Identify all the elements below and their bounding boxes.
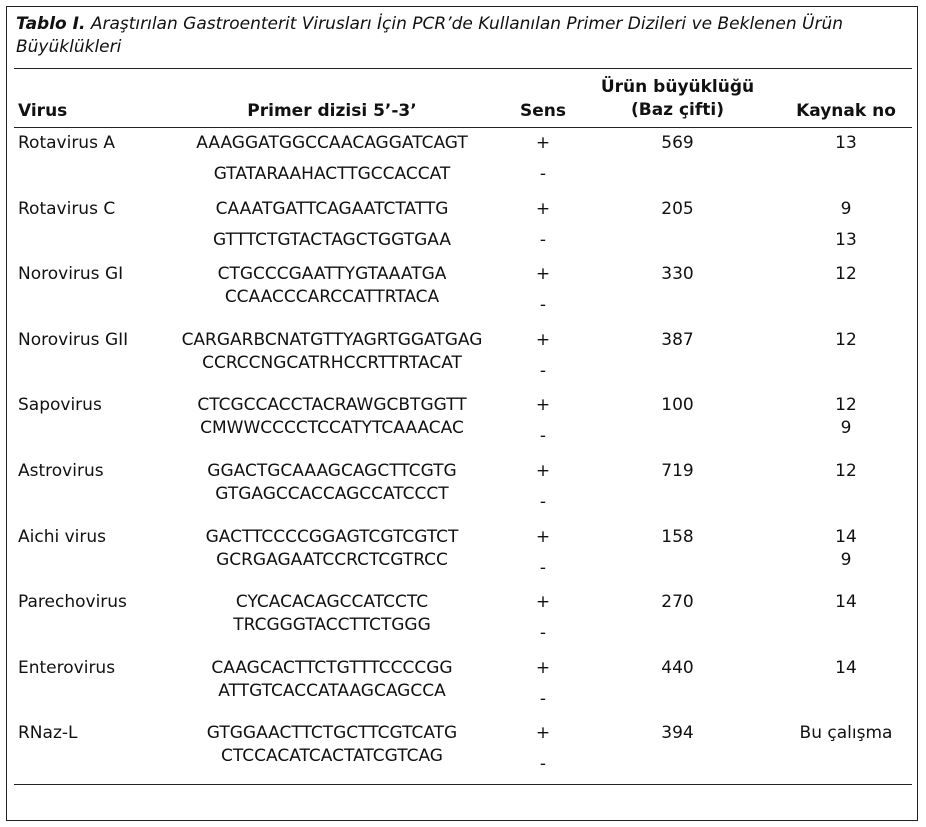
header-primer: Primer dizisi 5’-3’ <box>247 101 417 121</box>
row-primer-forward: CTGCCCGAATTYGTAAATGA <box>217 264 447 284</box>
row-primer-reverse: CCRCCNGCATRHCCRTTRTACAT <box>202 353 462 373</box>
row-sens-forward: + <box>535 199 551 219</box>
row-reference: 9 <box>840 199 852 219</box>
bottom-rule <box>14 784 912 785</box>
row-product-size: 100 <box>661 395 694 415</box>
row-primer-forward: CYCACACAGCCATCCTC <box>235 592 429 612</box>
row-primer-forward: GGACTGCAAAGCAGCTTCGTG <box>207 461 457 481</box>
row-virus: Astrovirus <box>18 461 104 481</box>
row-reference: 13 <box>835 133 857 153</box>
row-reference: 12 <box>835 264 857 284</box>
table-caption <box>16 13 896 59</box>
row-reference: 14 <box>835 592 857 612</box>
row-product-size: 387 <box>661 330 694 350</box>
row-reference-2: 9 <box>840 550 852 570</box>
header-reference: Kaynak no <box>796 101 896 121</box>
row-sens-reverse: - <box>539 230 547 250</box>
row-virus: Norovirus GI <box>18 264 124 284</box>
row-sens-reverse: - <box>539 689 547 709</box>
row-virus: Parechovirus <box>18 592 127 612</box>
row-sens-reverse: - <box>539 426 547 446</box>
row-product-size: 719 <box>661 461 694 481</box>
row-product-size: 394 <box>661 723 694 743</box>
row-sens-reverse: - <box>539 754 547 774</box>
row-primer-forward: GTGGAACTTCTGCTTCGTCATG <box>206 723 458 743</box>
row-primer-reverse: GTGAGCCACCAGCCATCCCT <box>215 484 449 504</box>
row-primer-reverse: ATTGTCACCATAAGCAGCCA <box>218 681 446 701</box>
row-virus: Rotavirus A <box>18 133 115 153</box>
row-primer-forward: CARGARBCNATGTTYAGRTGGATGAG <box>181 330 483 350</box>
row-primer-reverse: CCAACCCARCCATTRTACA <box>224 287 440 307</box>
caption-label: Tablo I. <box>16 14 86 34</box>
row-virus: Aichi virus <box>18 527 107 547</box>
row-sens-forward: + <box>535 264 551 284</box>
row-primer-reverse: GCRGAGAATCCRCTCGTRCC <box>216 550 448 570</box>
row-primer-reverse: GTTTCTGTACTAGCTGGTGAA <box>212 230 452 250</box>
row-virus: Norovirus GII <box>18 330 129 350</box>
row-primer-reverse: CTCCACATCACTATCGTCAG <box>221 746 443 766</box>
header-product-size-line2: (Baz çifti) <box>630 100 725 120</box>
header-product-size <box>580 76 775 122</box>
caption-text: Araştırılan Gastroenterit Virusları İçin PCR’de Kullanılan Primer Dizileri ve Beklenen Ürün Büyüklükleri <box>16 14 844 57</box>
row-virus: Rotavirus C <box>18 199 116 219</box>
header-virus: Virus <box>18 101 68 121</box>
row-sens-reverse: - <box>539 361 547 381</box>
row-sens-reverse: - <box>539 295 547 315</box>
row-sens-reverse: - <box>539 623 547 643</box>
row-product-size: 270 <box>661 592 694 612</box>
row-primer-forward: AAAGGATGGCCAACAGGATCAGT <box>196 133 468 153</box>
row-product-size: 440 <box>661 658 694 678</box>
row-virus: RNaz-L <box>18 723 78 743</box>
row-sens-forward: + <box>535 527 551 547</box>
row-sens-reverse: - <box>539 492 547 512</box>
header-product-size-line1: Ürün büyüklüğü <box>600 77 755 97</box>
row-reference: 14 <box>835 658 857 678</box>
row-reference: Bu çalışma <box>799 723 893 743</box>
row-virus: Enterovirus <box>18 658 116 678</box>
row-reference-2: 9 <box>840 418 852 438</box>
row-primer-reverse: GTATARAAHACTTGCCACCAT <box>213 164 451 184</box>
row-reference-2: 13 <box>835 230 857 250</box>
row-primer-forward: GACTTCCCCGGAGTCGTCGTCT <box>205 527 459 547</box>
row-sens-forward: + <box>535 658 551 678</box>
row-sens-forward: + <box>535 133 551 153</box>
row-primer-forward: CTCGCCACCTACRAWGCBTGGTT <box>197 395 467 415</box>
top-rule <box>14 68 912 69</box>
row-reference: 12 <box>835 461 857 481</box>
row-reference: 12 <box>835 330 857 350</box>
row-sens-reverse: - <box>539 558 547 578</box>
row-sens-forward: + <box>535 723 551 743</box>
row-virus: Sapovirus <box>18 395 102 415</box>
row-sens-reverse: - <box>539 164 547 184</box>
row-primer-forward: CAAATGATTCAGAATCTATTG <box>215 199 449 219</box>
header-sens: Sens <box>520 101 566 121</box>
row-sens-forward: + <box>535 395 551 415</box>
row-primer-reverse: CMWWCCCCTCCATYTCAAACAC <box>200 418 464 438</box>
header-rule <box>14 127 912 128</box>
row-reference: 12 <box>835 395 857 415</box>
row-sens-forward: + <box>535 592 551 612</box>
row-product-size: 330 <box>661 264 694 284</box>
row-sens-forward: + <box>535 330 551 350</box>
row-product-size: 569 <box>661 133 694 153</box>
row-primer-forward: CAAGCACTTCTGTTTCCCCGG <box>211 658 453 678</box>
row-sens-forward: + <box>535 461 551 481</box>
row-primer-reverse: TRCGGGTACCTTCTGGG <box>233 615 431 635</box>
row-product-size: 158 <box>661 527 694 547</box>
row-product-size: 205 <box>661 199 694 219</box>
row-reference: 14 <box>835 527 857 547</box>
